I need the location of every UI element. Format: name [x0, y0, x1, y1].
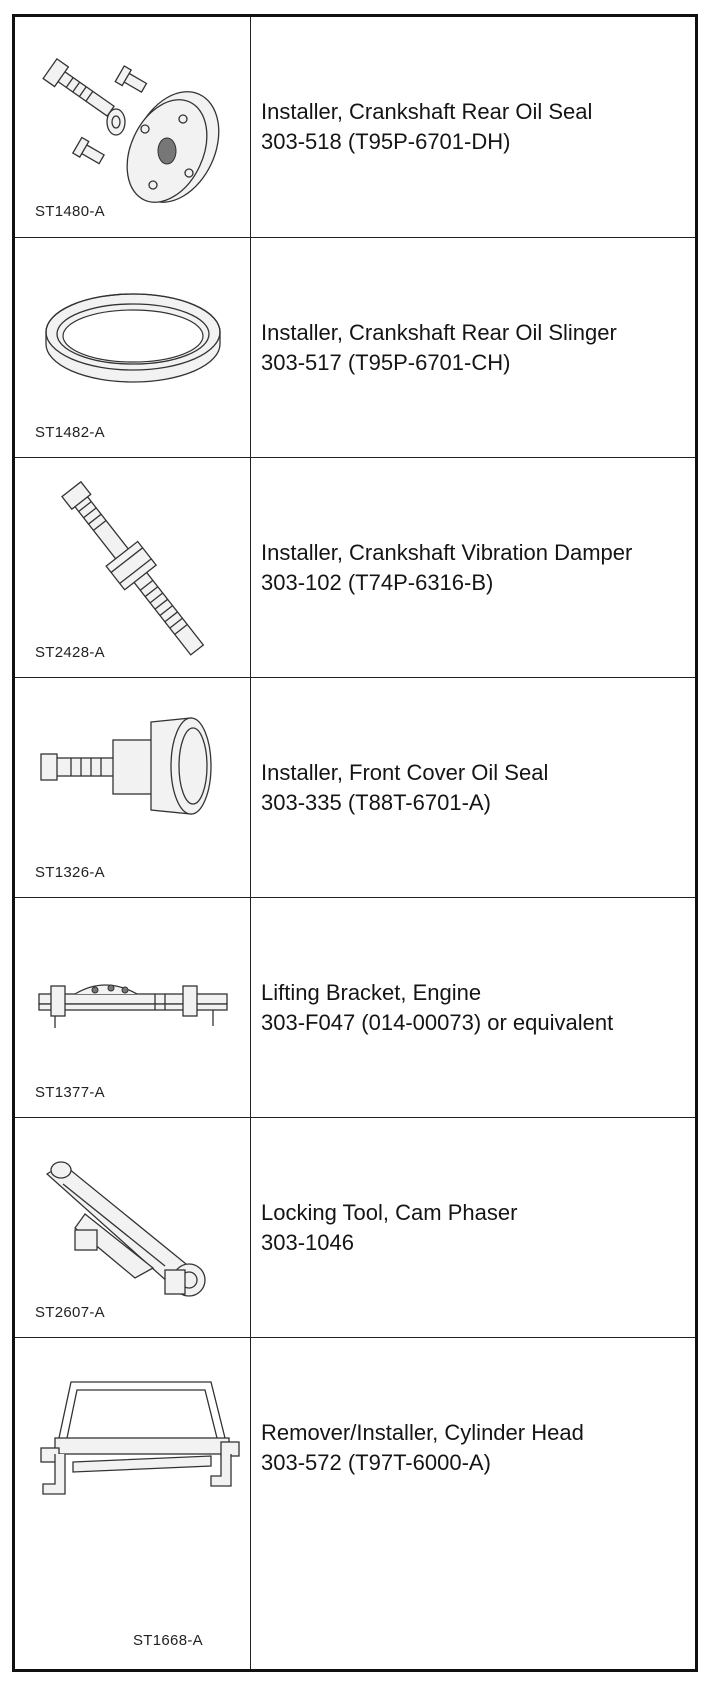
- tool-illustration-cell: [15, 1118, 251, 1337]
- tool-number: 303-572 (T97T-6000-A): [261, 1450, 491, 1475]
- tool-number: 303-518 (T95P-6701-DH): [261, 129, 511, 154]
- tool-row: [15, 677, 695, 897]
- tool-row: [15, 237, 695, 457]
- tool-row: [15, 457, 695, 677]
- tool-code: ST2607-A: [35, 1304, 105, 1321]
- tool-description: [261, 318, 617, 378]
- tool-number: 303-1046: [261, 1230, 354, 1255]
- tool-name: Installer, Crankshaft Rear Oil Seal: [261, 99, 593, 124]
- tool-number: 303-F047 (014-00073) or equivalent: [261, 1010, 614, 1035]
- tool-name: Installer, Crankshaft Vibration Damper: [261, 540, 633, 565]
- tool-code: ST1326-A: [35, 864, 105, 881]
- tool-illustration-cell: [15, 1338, 251, 1669]
- tool-code: ST1482-A: [35, 424, 105, 441]
- tool-number: 303-102 (T74P-6316-B): [261, 570, 494, 595]
- tool-code: ST1668-A: [133, 1632, 203, 1649]
- tool-row: [15, 1117, 695, 1337]
- tool-number: 303-517 (T95P-6701-CH): [261, 350, 511, 375]
- tool-description: [261, 538, 632, 598]
- tool-description: [261, 978, 613, 1038]
- tool-row: [15, 17, 695, 237]
- special-tools-table: [12, 14, 698, 1672]
- tool-description: [261, 1418, 584, 1478]
- tool-illustration-cell: [15, 17, 251, 237]
- tool-row: [15, 897, 695, 1117]
- tool-name: Locking Tool, Cam Phaser: [261, 1200, 518, 1225]
- tool-code: ST2428-A: [35, 644, 105, 661]
- tool-illustration-cell: [15, 678, 251, 897]
- tool-name: Lifting Bracket, Engine: [261, 980, 482, 1005]
- tool-code: ST1480-A: [35, 203, 105, 220]
- tool-code: ST1377-A: [35, 1084, 105, 1101]
- cylinder-head-tool-icon: [15, 1338, 249, 1558]
- tool-description: [261, 758, 548, 818]
- tool-name: Installer, Front Cover Oil Seal: [261, 760, 549, 785]
- tool-number: 303-335 (T88T-6701-A): [261, 790, 491, 815]
- tool-illustration-cell: [15, 898, 251, 1117]
- tool-description: [261, 1198, 517, 1258]
- tool-illustration-cell: [15, 458, 251, 677]
- tool-row: [15, 1337, 695, 1669]
- tool-description: [261, 97, 592, 157]
- tool-illustration-cell: [15, 238, 251, 457]
- tool-name: Installer, Crankshaft Rear Oil Slinger: [261, 320, 617, 345]
- tool-name: Remover/Installer, Cylinder Head: [261, 1420, 584, 1445]
